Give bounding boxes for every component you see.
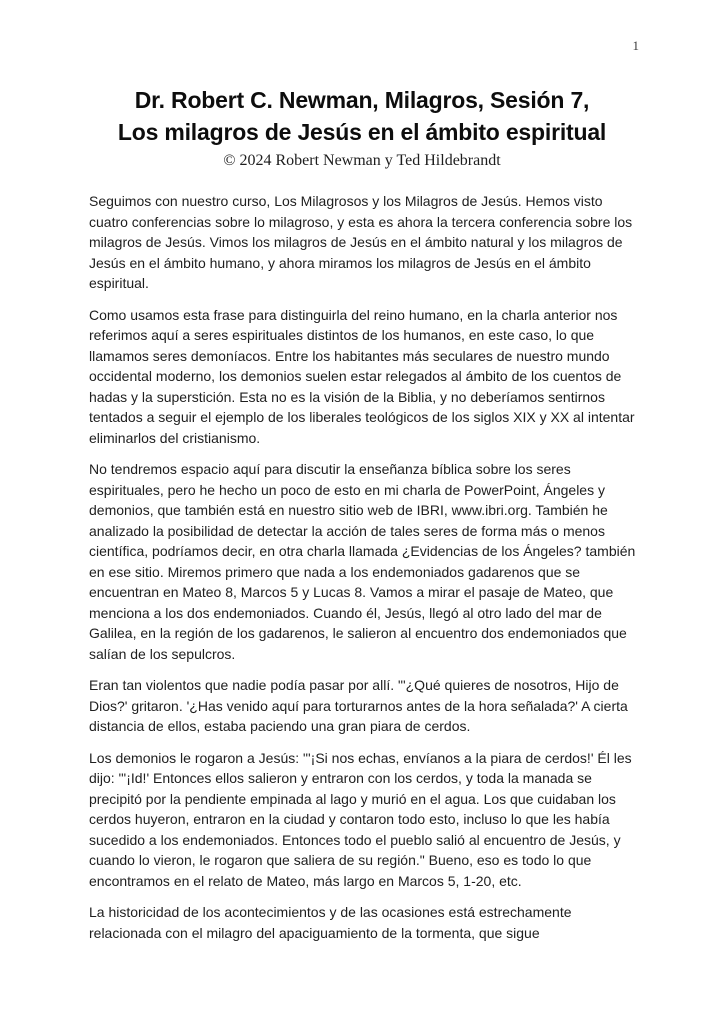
paragraph-6: La historicidad de los acontecimientos y de las ocasiones está estrechamente relacionada con el milagro del apaciguamiento de la tormenta, que sigue xyxy=(89,904,572,941)
title-line-1: Dr. Robert C. Newman, Milagros, Sesión 7, xyxy=(134,87,590,113)
paragraph-3: No tendremos espacio aquí para discutir la enseñanza bíblica sobre los seres espirituales, pero he hecho un poco de esto en mi charla de PowerPoint, Ángeles y demonios, que también está en nuestro sitio web de IBRI, www.ibri.org. También he analizado la posibilidad de detectar la acción de tales seres de forma más o menos científica, podríamos decir, en otra charla llamada ¿Evidencias de los Ángeles? también en ese sitio. Miremos primero que nada a los endemoniados gadarenos que se encuentran en Mateo 8, Marcos 5 y Lucas 8. Vamos a mirar el pasaje de Mateo, que menciona a los dos endemoniados. Cuando él, Jesús, llegó al otro lado del mar de Galilea, en la región de los gadarenos, le salieron al encuentro dos endemoniados que salían de los sepulcros. xyxy=(89,461,636,662)
page-number: 1 xyxy=(632,38,639,53)
paragraph-2: Como usamos esta frase para distinguirla del reino humano, en la charla anterior nos referimos aquí a seres espirituales distintos de los humanos, en este caso, lo que llamamos seres demoníacos. Entre los habitantes más seculares de nuestro mundo occidental moderno, los demonios suelen estar relegados al ámbito de los cuentos de hadas y la superstición. Esta no es la visión de la Biblia, y no deberíamos sentirnos tentados a seguir el ejemplo de los liberales teológicos de los siglos XIX y XX al intentar eliminarlos del cristianismo. xyxy=(89,306,635,446)
document-title xyxy=(0,84,724,148)
paragraph-4: Eran tan violentos que nadie podía pasar por allí. "'¿Qué quieres de nosotros, Hijo de Dios?' gritaron. '¿Has venido aquí para torturarnos antes de la hora señalada?' A cierta distancia de ellos, estaba paciendo una gran piara de cerdos. xyxy=(89,677,628,734)
paragraph-5: Los demonios le rogaron a Jesús: "'¡Si nos echas, envíanos a la piara de cerdos!' Él les dijo: "'¡Id!' Entonces ellos salieron y entraron con los cerdos, y toda la manada se precipitó por la pendiente empinada al lago y murió en el agua. Los que cuidaban los cerdos huyeron, entraron en la ciudad y contaron todo esto, incluso lo que les había sucedido a los endemoniados. Entonces todo el pueblo salió al encuentro de Jesús, y cuando lo vieron, le rogaron que saliera de su región." Bueno, eso es todo lo que encontramos en el relato de Mateo, más largo en Marcos 5, 1-20, etc. xyxy=(89,749,632,889)
copyright-line: © 2024 Robert Newman y Ted Hildebrandt xyxy=(223,152,501,169)
title-line-2: Los milagros de Jesús en el ámbito espiritual xyxy=(117,119,607,145)
paragraph-1: Seguimos con nuestro curso, Los Milagrosos y los Milagros de Jesús. Hemos visto cuatro conferencias sobre lo milagroso, y esta es ahora la tercera conferencia sobre los milagros de Jesús. Vimos los milagros de Jesús en el ámbito natural y los milagros de Jesús en el ámbito humano, y ahora miramos los milagros de Jesús en el ámbito espiritual. xyxy=(89,193,633,291)
document-body xyxy=(89,191,640,943)
